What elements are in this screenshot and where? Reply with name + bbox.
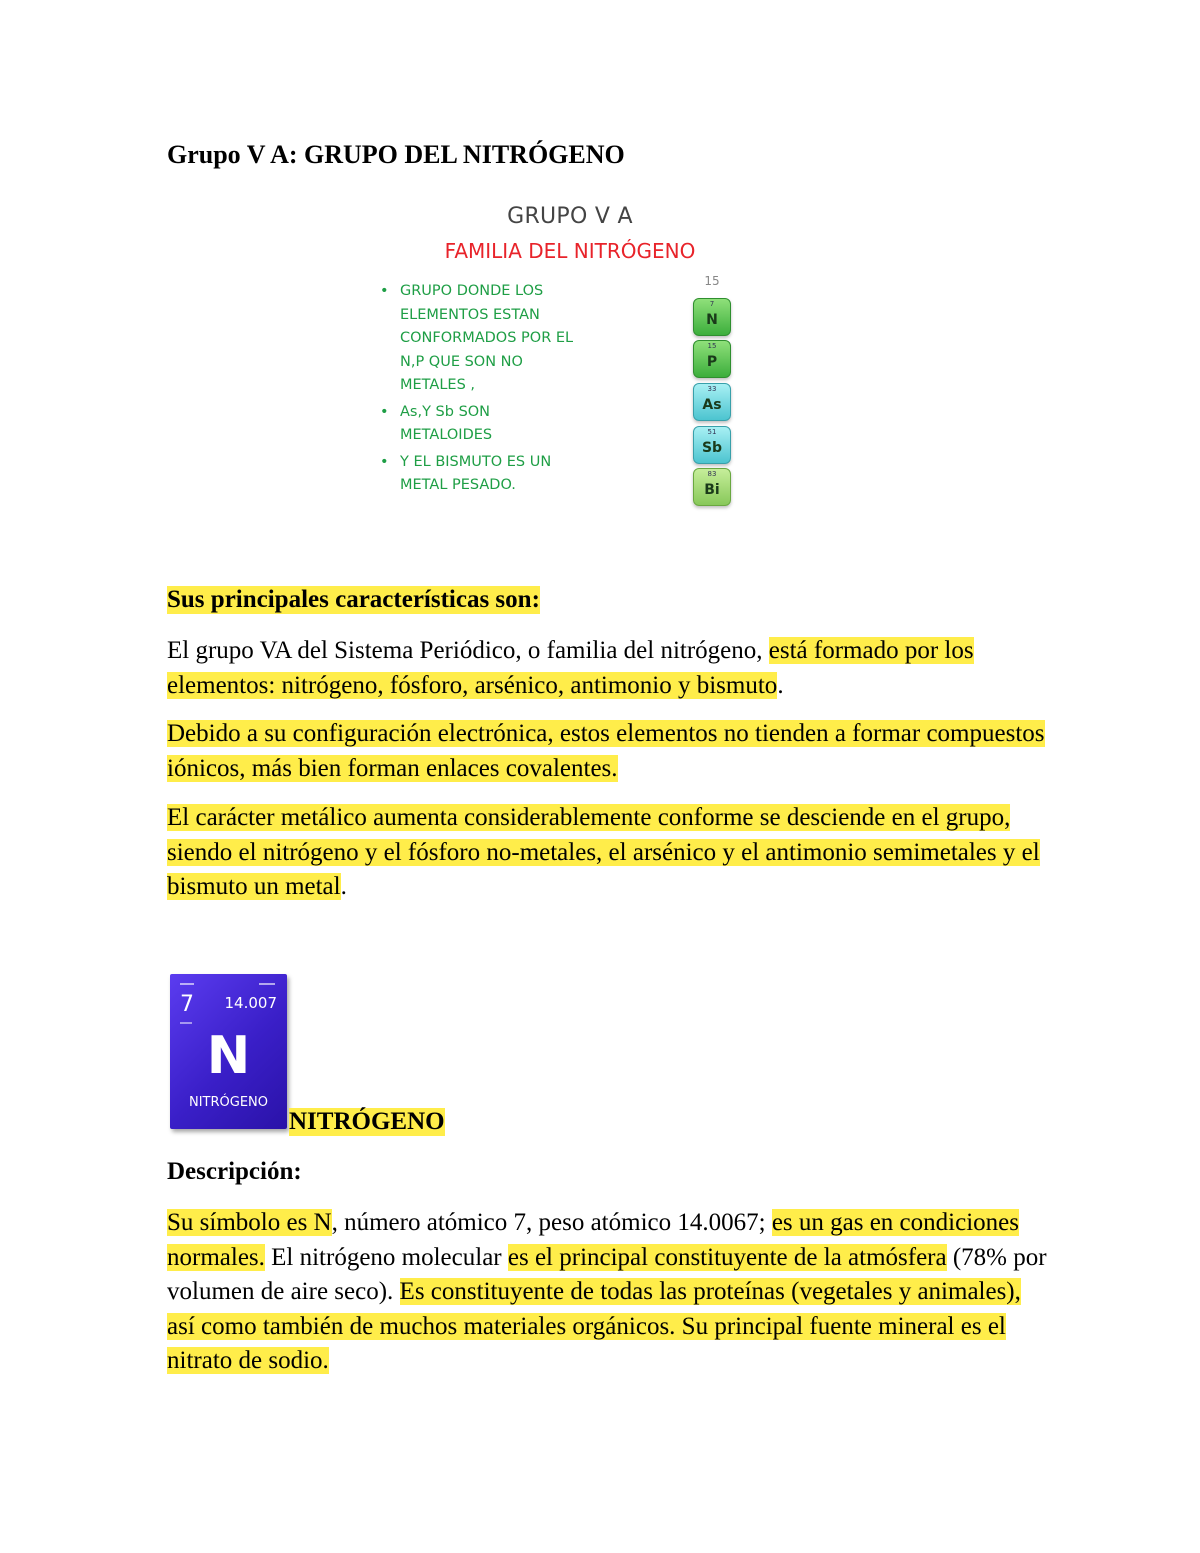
- atomic-weight: 14.007: [224, 994, 277, 1012]
- text-run: El grupo VA del Sistema Periódico, o familia del nitrógeno,: [167, 637, 769, 664]
- figure-bullet-list: [380, 280, 620, 501]
- highlighted-text: Es constituyente de todas las proteínas (vegetales y animales), así como también de muchos materiales orgánicos. Su principal fuente mineral es el nitrato de sodio.: [167, 1278, 1021, 1374]
- highlighted-text: es el principal constituyente de la atmósfera: [507, 1243, 947, 1271]
- group-number: 15: [704, 274, 720, 288]
- description-label: Descripción:: [167, 1158, 302, 1185]
- page-title: Grupo V A: GRUPO DEL NITRÓGENO: [167, 140, 625, 169]
- text-run: El nitrógeno molecular: [264, 1243, 508, 1271]
- paragraph-metallic-character: [167, 801, 1047, 905]
- periodic-column: [690, 274, 734, 508]
- paragraph-nitrogen-description: [167, 1206, 1047, 1379]
- highlighted-text: ido a su configuración electrónica, estos elementos no tienden a formar compuestos iónicos, más bien forman enlaces covalentes.: [167, 720, 1045, 782]
- highlighted-text: Su símbolo es N: [167, 1209, 332, 1236]
- element-cell-sb: 51 Sb: [693, 426, 731, 464]
- nitrogen-element-tile: [170, 974, 287, 1129]
- element-cell-n: 7 N: [693, 298, 731, 336]
- element-cell-as: 33 As: [693, 383, 731, 421]
- figure-title: GRUPO V A: [507, 204, 633, 229]
- paragraph-group-members: [167, 634, 1047, 703]
- highlighted-text: Deb: [167, 720, 209, 747]
- element-cell-p: 15 P: [693, 340, 731, 378]
- text-run: , número atómico 7, peso atómico 14.0067;: [331, 1209, 772, 1236]
- group-va-figure: [370, 198, 770, 518]
- bullet-icon: •: [380, 283, 389, 299]
- figure-bullet: • As,Y Sb SON METALOIDES: [380, 401, 620, 448]
- text-run: .: [340, 873, 347, 900]
- highlighted-text: está formado por los elementos: nitrógeno, fósforo, arsénico, antimonio y bismuto: [167, 637, 974, 699]
- highlighted-text: es un gas en condiciones normales.: [167, 1209, 1019, 1271]
- element-symbol: N: [206, 1026, 251, 1086]
- bullet-icon: •: [380, 453, 389, 470]
- paragraph-electronic-config: [167, 717, 1047, 786]
- element-name: NITRÓGENO: [188, 1095, 268, 1110]
- figure-bullet: • Y EL BISMUTO ES UN METAL PESADO.: [380, 451, 620, 498]
- element-cell-bi: 83 Bi: [693, 468, 731, 506]
- text-run: .: [777, 671, 784, 699]
- figure-subtitle: FAMILIA DEL NITRÓGENO: [444, 239, 696, 263]
- highlighted-text: El carácter metálico aumenta considerablemente conforme se desciende en el grupo, siendo el nitrógeno y el fósforo no-metales, el arsénico y el antimonio semimetales y el bismuto un metal: [167, 804, 1040, 900]
- atomic-number: 7: [180, 992, 194, 1017]
- bullet-icon: •: [380, 403, 389, 420]
- text-run: (78% por volumen de aire seco).: [167, 1243, 1047, 1305]
- characteristics-heading: Sus principales características son:: [167, 586, 540, 613]
- figure-bullet: • GRUPO DONDE LOS ELEMENTOS ESTAN CONFORMADOS POR EL N,P QUE SON NO METALES ,: [380, 280, 620, 398]
- nitrogen-heading: NITRÓGENO: [289, 1108, 445, 1135]
